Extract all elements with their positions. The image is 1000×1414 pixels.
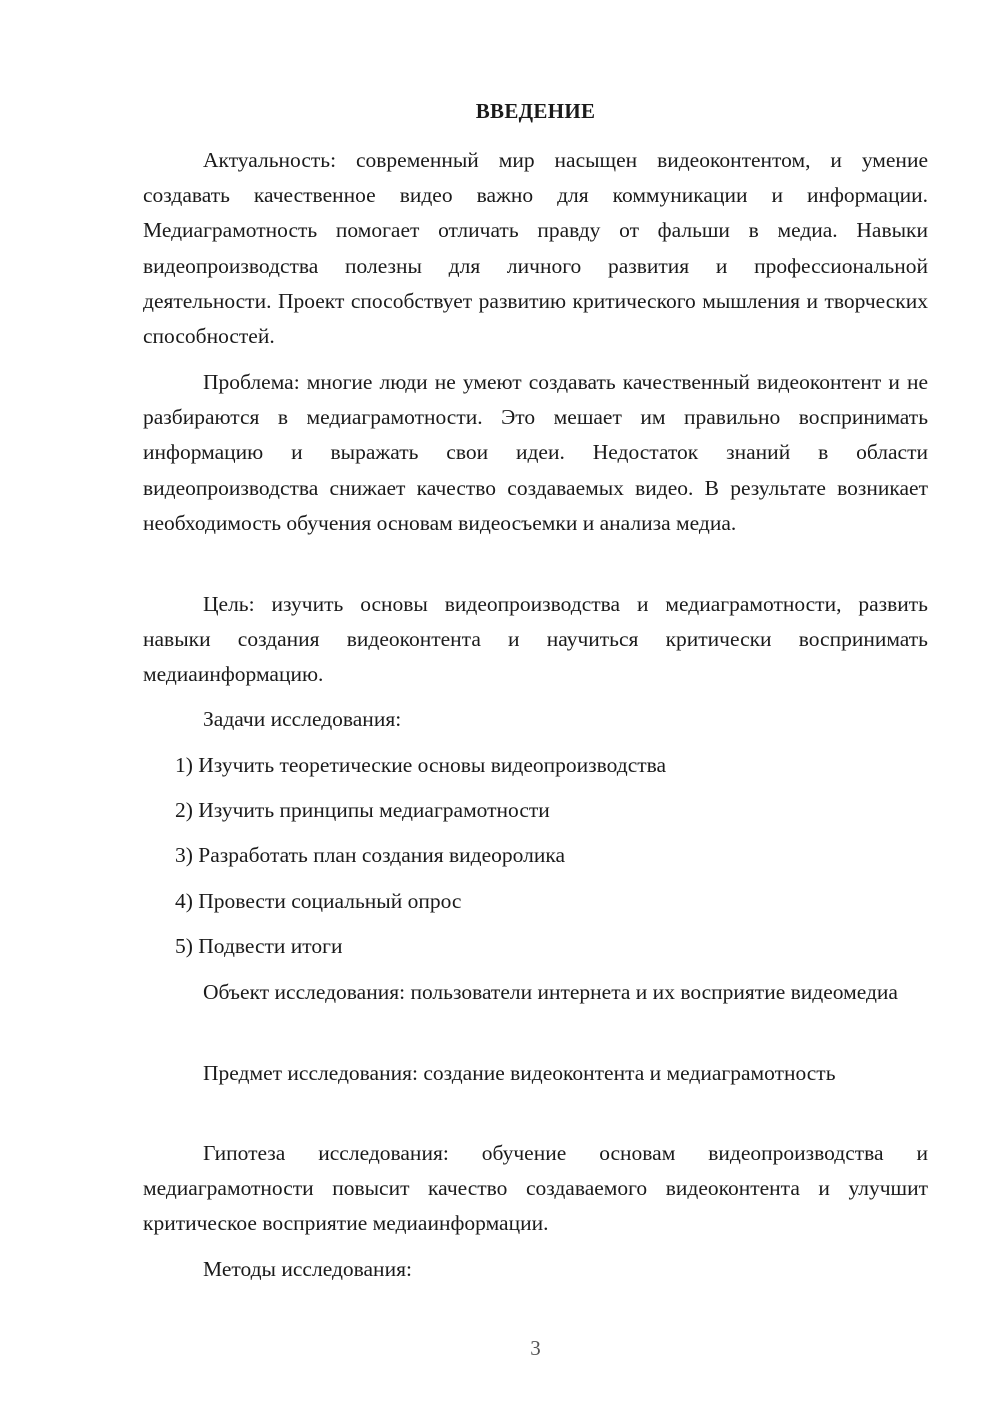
task-item-2: 2) Изучить принципы медиаграмотности: [175, 798, 550, 822]
paragraph-subject: Предмет исследования: создание видеоконтента и медиаграмотность: [203, 1061, 836, 1085]
paragraph-problem: Проблема: многие люди не умеют создавать качественный видеоконтент и не разбираются в медиаграмотности. Это мешает им правильно воспринимать информацию и выражать свои идеи. Недостаток знаний в области видеопроизводства снижает качество создаваемых видео. В результате возникает необходимость обучения основам видеосъемки и анализа медиа.: [143, 370, 928, 535]
task-item-4: 4) Провести социальный опрос: [175, 889, 462, 913]
task-item-1: 1) Изучить теоретические основы видеопроизводства: [175, 753, 667, 777]
tasks-heading: Задачи исследования:: [203, 707, 402, 731]
document-page: [143, 0, 928, 1414]
task-item-3: 3) Разработать план создания видеоролика: [175, 843, 566, 867]
methods-heading: Методы исследования:: [203, 1257, 412, 1281]
page-number: 3: [530, 1336, 541, 1360]
paragraph-relevance: Актуальность: современный мир насыщен видеоконтентом, и умение создавать качественное видео важно для коммуникации и информации. Медиаграмотность помогает отличать правду от фальши в медиа. Навыки видеопроизводства полезны для личного развития и профессиональной деятельности. Проект способствует развитию критического мышления и творческих способностей.: [143, 148, 928, 349]
task-item-5: 5) Подвести итоги: [175, 934, 343, 958]
paragraph-object: Объект исследования: пользователи интернета и их восприятие видеомедиа: [203, 980, 898, 1004]
section-title: ВВЕДЕНИЕ: [475, 99, 596, 123]
paragraph-goal: Цель: изучить основы видеопроизводства и медиаграмотности, развить навыки создания видеоконтента и научиться критически воспринимать медиаинформацию.: [143, 592, 928, 687]
paragraph-hypothesis: Гипотеза исследования: обучение основам видеопроизводства и медиаграмотности повысит качество создаваемого видеоконтента и улучшит критическое восприятие медиаинформации.: [143, 1141, 928, 1236]
